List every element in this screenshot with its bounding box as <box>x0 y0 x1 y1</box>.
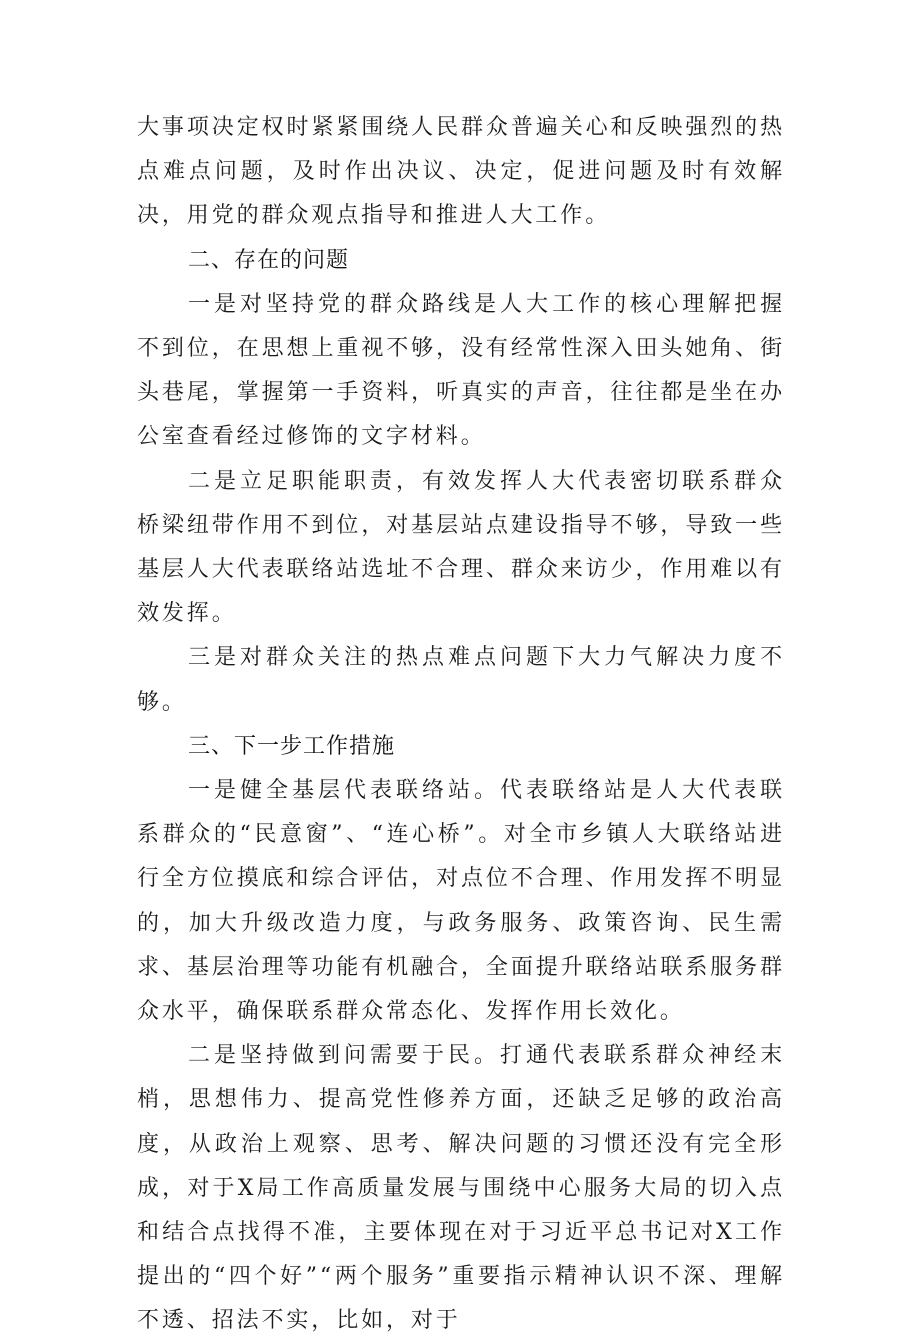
paragraph-measure-2: 二是坚持做到问需要于民。打通代表联系群众神经末梢，思想伟力、提高党性修养方面，还缺乏足够的政治高度，从政治上观察、思考、解决问题的习惯还没有完全形成，对于X局工作高质量发展与围绕中心服务大局的切入点和结合点找得不准，主要体现在对于习近平总书记对X工作提出的“四个好”“两个服务”重要指示精神认识不深、理解不透、招法不实，比如，对于 <box>137 1043 785 1334</box>
document-page <box>137 106 785 1344</box>
section-heading-problems: 二、存在的问题 <box>188 247 350 273</box>
paragraph-problem-1: 一是对坚持党的群众路线是人大工作的核心理解把握不到位，在思想上重视不够，没有经常性深入田头她角、街头巷尾，掌握第一手资料，听真实的声音，往往都是坐在办公室查看经过修饰的文字材料。 <box>137 291 785 450</box>
paragraph-problem-2: 二是立足职能职责，有效发挥人大代表密切联系群众桥梁纽带作用不到位，对基层站点建设指导不够，导致一些基层人大代表联络站选址不合理、群众来访少，作用难以有效发挥。 <box>137 468 785 627</box>
paragraph-intro: 大事项决定权时紧紧围绕人民群众普遍关心和反映强烈的热点难点问题，及时作出决议、决定，促进问题及时有效解决，用党的群众观点指导和推进人大工作。 <box>137 115 785 229</box>
paragraph-problem-3: 三是对群众关注的热点难点问题下大力气解决力度不够。 <box>137 645 785 715</box>
paragraph-measure-1: 一是健全基层代表联络站。代表联络站是人大代表联系群众的“民意窗”、“连心桥”。对全市乡镇人大联络站进行全方位摸底和综合评估，对点位不合理、作用发挥不明显的，加大升级改造力度，与政务服务、政策咨询、民生需求、基层治理等功能有机融合，全面提升联络站联系服务群众水平，确保联系群众常态化、发挥作用长效化。 <box>137 778 785 1025</box>
section-heading-next-steps: 三、下一步工作措施 <box>188 733 396 759</box>
